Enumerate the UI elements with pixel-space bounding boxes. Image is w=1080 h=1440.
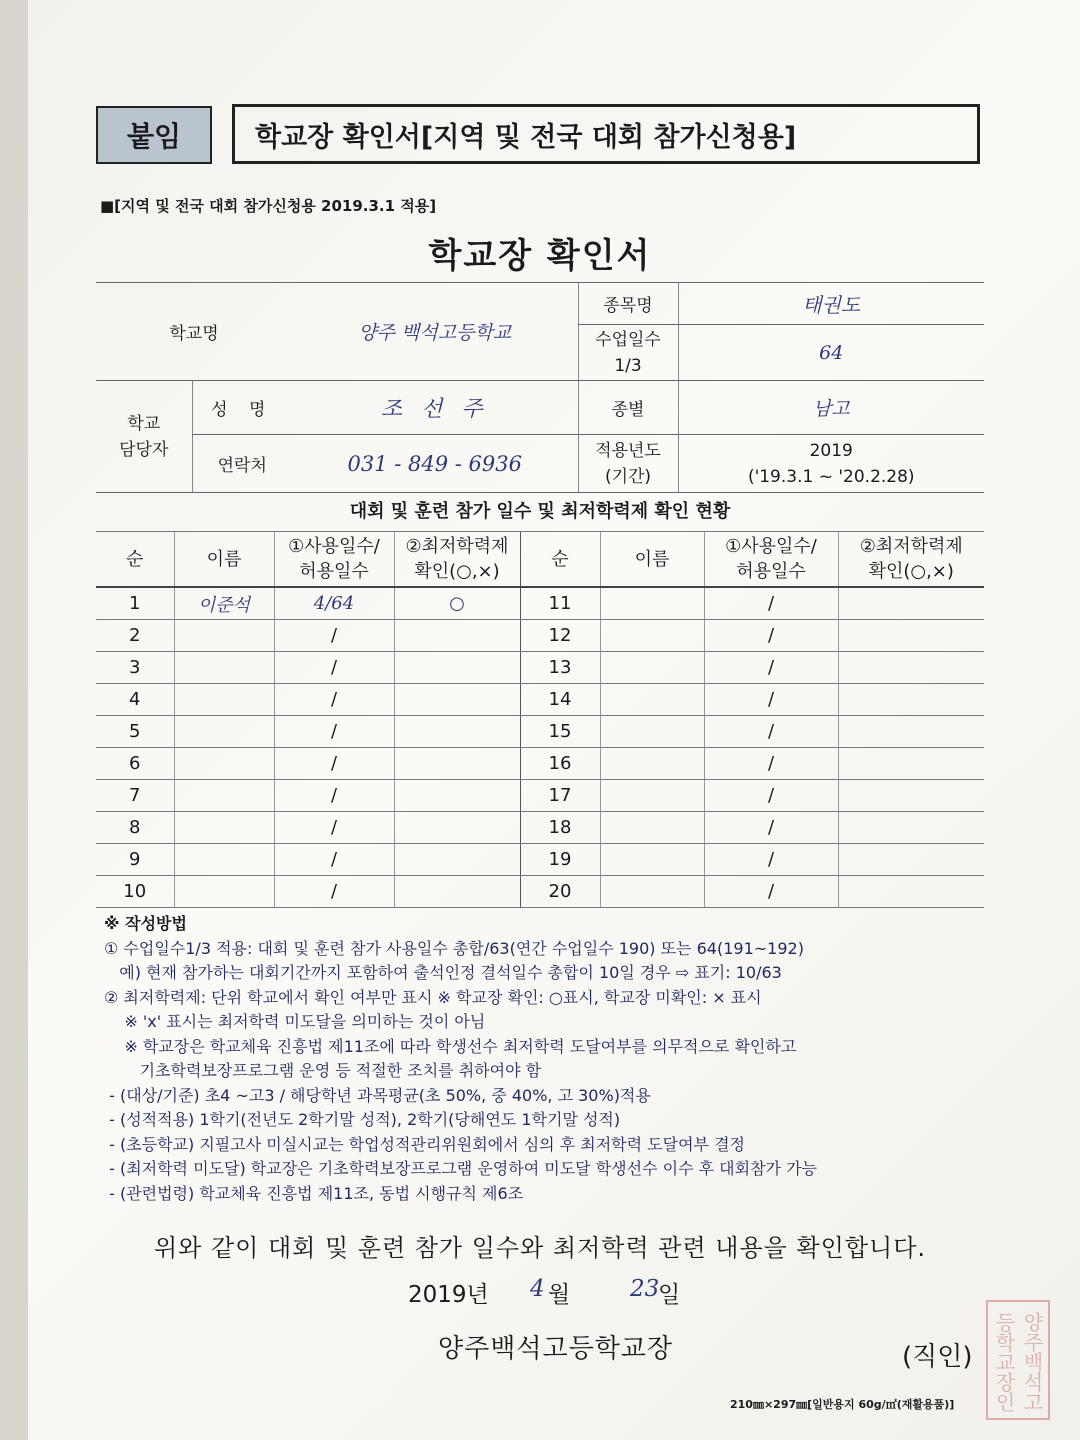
row-name (174, 780, 274, 812)
row-used-days: / (704, 587, 838, 620)
table-row (96, 684, 984, 716)
instruction-line: ② 최저학력제: 단위 학교에서 확인 여부만 표시 ※ 학교장 확인: ○표시, 학교장 미확인: × 표시 (104, 987, 762, 1007)
row-name (600, 716, 704, 748)
row-min-academic-check (838, 652, 984, 684)
row-min-academic-check (838, 812, 984, 844)
class-days-label-text: 수업일수 (595, 329, 661, 350)
row-used-days: / (704, 620, 838, 652)
table-row (96, 587, 984, 620)
table-row (96, 716, 984, 748)
row-min-academic-check (838, 716, 984, 748)
instruction-line: - (초등학교) 지필고사 미실시교는 학업성적관리위원회에서 심의 후 최저학력 도달여부 결정 (104, 1134, 745, 1154)
instruction-line: - (성적적용) 1학기(전년도 2학기말 성적), 2학기(당해연도 1학기말 성적) (104, 1110, 621, 1129)
official-seal-icon: 양주백석고등학교장인 (986, 1300, 1050, 1420)
row-name (600, 748, 704, 780)
row-name (174, 876, 274, 908)
instructions (104, 912, 817, 1206)
row-no: 15 (520, 716, 600, 748)
col-used: ①사용일수/ 허용일수 (274, 532, 394, 588)
row-used-days: / (274, 876, 394, 908)
row-used-days: / (704, 876, 838, 908)
row-min-academic-check (394, 652, 520, 684)
row-name (600, 620, 704, 652)
row-no: 3 (96, 652, 174, 684)
confirmation-text: 위와 같이 대회 및 훈련 참가 일수와 최저학력 관련 내용을 확인합니다. (153, 1234, 927, 1262)
row-min-academic-check: ○ (394, 587, 520, 620)
info-table (96, 282, 984, 493)
row-min-academic-check (838, 876, 984, 908)
event-label: 종목명 (578, 283, 678, 325)
row-min-academic-check (394, 844, 520, 876)
instruction-line: ① 수업일수1/3 적용: 대회 및 훈련 참가 사용일수 총합/63(연간 수업일수 190) 또는 64(191~192) (104, 938, 804, 958)
row-name (600, 812, 704, 844)
row-min-academic-check (394, 780, 520, 812)
table-row (96, 620, 984, 652)
row-no: 13 (520, 652, 600, 684)
contact-value: 031 - 849 - 6936 (292, 435, 578, 493)
row-no: 8 (96, 812, 174, 844)
table-row (96, 876, 984, 908)
row-no: 2 (96, 620, 174, 652)
table-row (96, 780, 984, 812)
row-used-days: / (274, 812, 394, 844)
row-used-days: / (274, 652, 394, 684)
period-value-text: ('19.3.1 ~ '20.2.28) (747, 466, 915, 487)
row-name (174, 844, 274, 876)
row-name (600, 844, 704, 876)
row-no: 5 (96, 716, 174, 748)
paper-spec: 210㎜×297㎜[일반용지 60g/㎡(재활용품)] (730, 1398, 955, 1411)
date-month-value: 4 (530, 1276, 545, 1302)
row-min-academic-check (394, 812, 520, 844)
section-title: 대회 및 훈련 참가 일수 및 최저학력제 확인 현황 (349, 501, 731, 522)
instruction-line: - (관련법령) 학교체육 진흥법 제11조, 동법 시행규칙 제6조 (104, 1183, 524, 1203)
row-used-days: / (704, 748, 838, 780)
school-name-value: 양주 백석고등학교 (292, 283, 578, 381)
event-value: 태권도 (678, 283, 984, 325)
table-row (96, 652, 984, 684)
participation-table (96, 531, 984, 908)
row-no: 6 (96, 748, 174, 780)
form-box-title: 학교장 확인서[지역 및 전국 대회 참가신청용] (232, 104, 980, 164)
principal-title: 양주백석고등학교장 (438, 1334, 674, 1364)
year-value (678, 435, 984, 493)
instruction-line: 기초학력보장프로그램 운영 등 적절한 조치를 취하여야 함 (104, 1061, 542, 1080)
page-title: 학교장 확인서 (428, 236, 652, 276)
instruction-line: 예) 현재 참가하는 대회기간까지 포함하여 출석인정 결석일수 총합이 10일 경우 ⇨ 표기: 10/63 (104, 963, 782, 982)
col-name: 이름 (174, 532, 274, 588)
row-used-days: / (274, 716, 394, 748)
row-min-academic-check (838, 780, 984, 812)
col-used-2: ①사용일수/ 허용일수 (704, 532, 838, 588)
instructions-heading: ※ 작성방법 (104, 914, 187, 933)
row-no: 11 (520, 587, 600, 620)
year-label (578, 435, 678, 493)
class-days-label (578, 325, 678, 381)
row-name (174, 652, 274, 684)
name-value: 조 선 주 (292, 381, 578, 435)
row-no: 10 (96, 876, 174, 908)
row-min-academic-check (838, 587, 984, 620)
contact-label: 연락처 (192, 435, 292, 493)
instruction-line: ※ 학교장은 학교체육 진흥법 제11조에 따라 학생선수 최저학력 도달여부를 의무적으로 확인하고 (104, 1036, 797, 1056)
row-name (174, 620, 274, 652)
row-used-days: / (704, 780, 838, 812)
col-name-2: 이름 (600, 532, 704, 588)
row-name (600, 684, 704, 716)
form-note: ■[지역 및 전국 대회 참가신청용 2019.3.1 적용] (100, 197, 437, 215)
instruction-line: - (대상/기준) 초4 ~고3 / 해당학년 과목평균(초 50%, 중 40%, 고 30%)적용 (104, 1085, 651, 1105)
col-check: ②최저학력제 확인(○,×) (394, 532, 520, 588)
row-no: 4 (96, 684, 174, 716)
date-day-value: 23 (630, 1276, 660, 1302)
row-min-academic-check (394, 620, 520, 652)
row-min-academic-check (394, 716, 520, 748)
row-min-academic-check (838, 684, 984, 716)
row-no: 9 (96, 844, 174, 876)
row-used-days: / (274, 684, 394, 716)
row-used-days: 4/64 (274, 587, 394, 620)
row-no: 17 (520, 780, 600, 812)
row-no: 18 (520, 812, 600, 844)
date-day-unit: 일 (658, 1282, 681, 1308)
gender-label: 종별 (578, 381, 678, 435)
row-name (174, 812, 274, 844)
col-no-2: 순 (520, 532, 600, 588)
row-used-days: / (704, 844, 838, 876)
row-name (600, 652, 704, 684)
row-used-days: / (704, 652, 838, 684)
period-label-text: (기간) (604, 466, 652, 487)
row-no: 7 (96, 780, 174, 812)
col-no: 순 (96, 532, 174, 588)
date-year: 2019년 (408, 1282, 489, 1308)
row-min-academic-check (394, 748, 520, 780)
row-min-academic-check (838, 620, 984, 652)
row-name (174, 684, 274, 716)
row-used-days: / (704, 684, 838, 716)
table-row (96, 812, 984, 844)
school-name-label: 학교명 (96, 283, 292, 381)
row-no: 16 (520, 748, 600, 780)
year-label-text: 적용년도 (595, 440, 661, 461)
class-days-value: 64 (678, 325, 984, 381)
row-no: 1 (96, 587, 174, 620)
row-min-academic-check (838, 748, 984, 780)
row-name (174, 716, 274, 748)
row-no: 14 (520, 684, 600, 716)
row-no: 20 (520, 876, 600, 908)
row-min-academic-check (838, 844, 984, 876)
table-row (96, 748, 984, 780)
row-name (600, 780, 704, 812)
row-name (600, 587, 704, 620)
seal-label: (직인) (902, 1342, 973, 1372)
row-min-academic-check (394, 876, 520, 908)
row-used-days: / (704, 716, 838, 748)
table-row (96, 844, 984, 876)
instruction-line: - (최저학력 미도달) 학교장은 기초학력보장프로그램 운영하여 미도달 학생선수 이수 후 대회참가 가능 (104, 1159, 817, 1178)
row-no: 12 (520, 620, 600, 652)
row-no: 19 (520, 844, 600, 876)
year-value-text: 2019 (809, 440, 853, 461)
staff-label: 학교 담당자 (96, 381, 192, 493)
date-month-unit: 월 (548, 1282, 571, 1308)
row-min-academic-check (394, 684, 520, 716)
row-used-days: / (274, 748, 394, 780)
row-name (600, 876, 704, 908)
row-name (174, 748, 274, 780)
col-check-2: ②최저학력제 확인(○,×) (838, 532, 984, 588)
gender-value: 남고 (678, 381, 984, 435)
attachment-tag: 붙임 (96, 106, 212, 164)
row-used-days: / (274, 780, 394, 812)
name-label: 성 명 (192, 381, 292, 435)
class-days-ratio: 1/3 (614, 355, 642, 376)
row-used-days: / (274, 844, 394, 876)
instruction-line: ※ 'x' 표시는 최저학력 미도달을 의미하는 것이 아님 (104, 1012, 486, 1031)
row-name: 이준석 (174, 587, 274, 620)
row-used-days: / (704, 812, 838, 844)
row-used-days: / (274, 620, 394, 652)
